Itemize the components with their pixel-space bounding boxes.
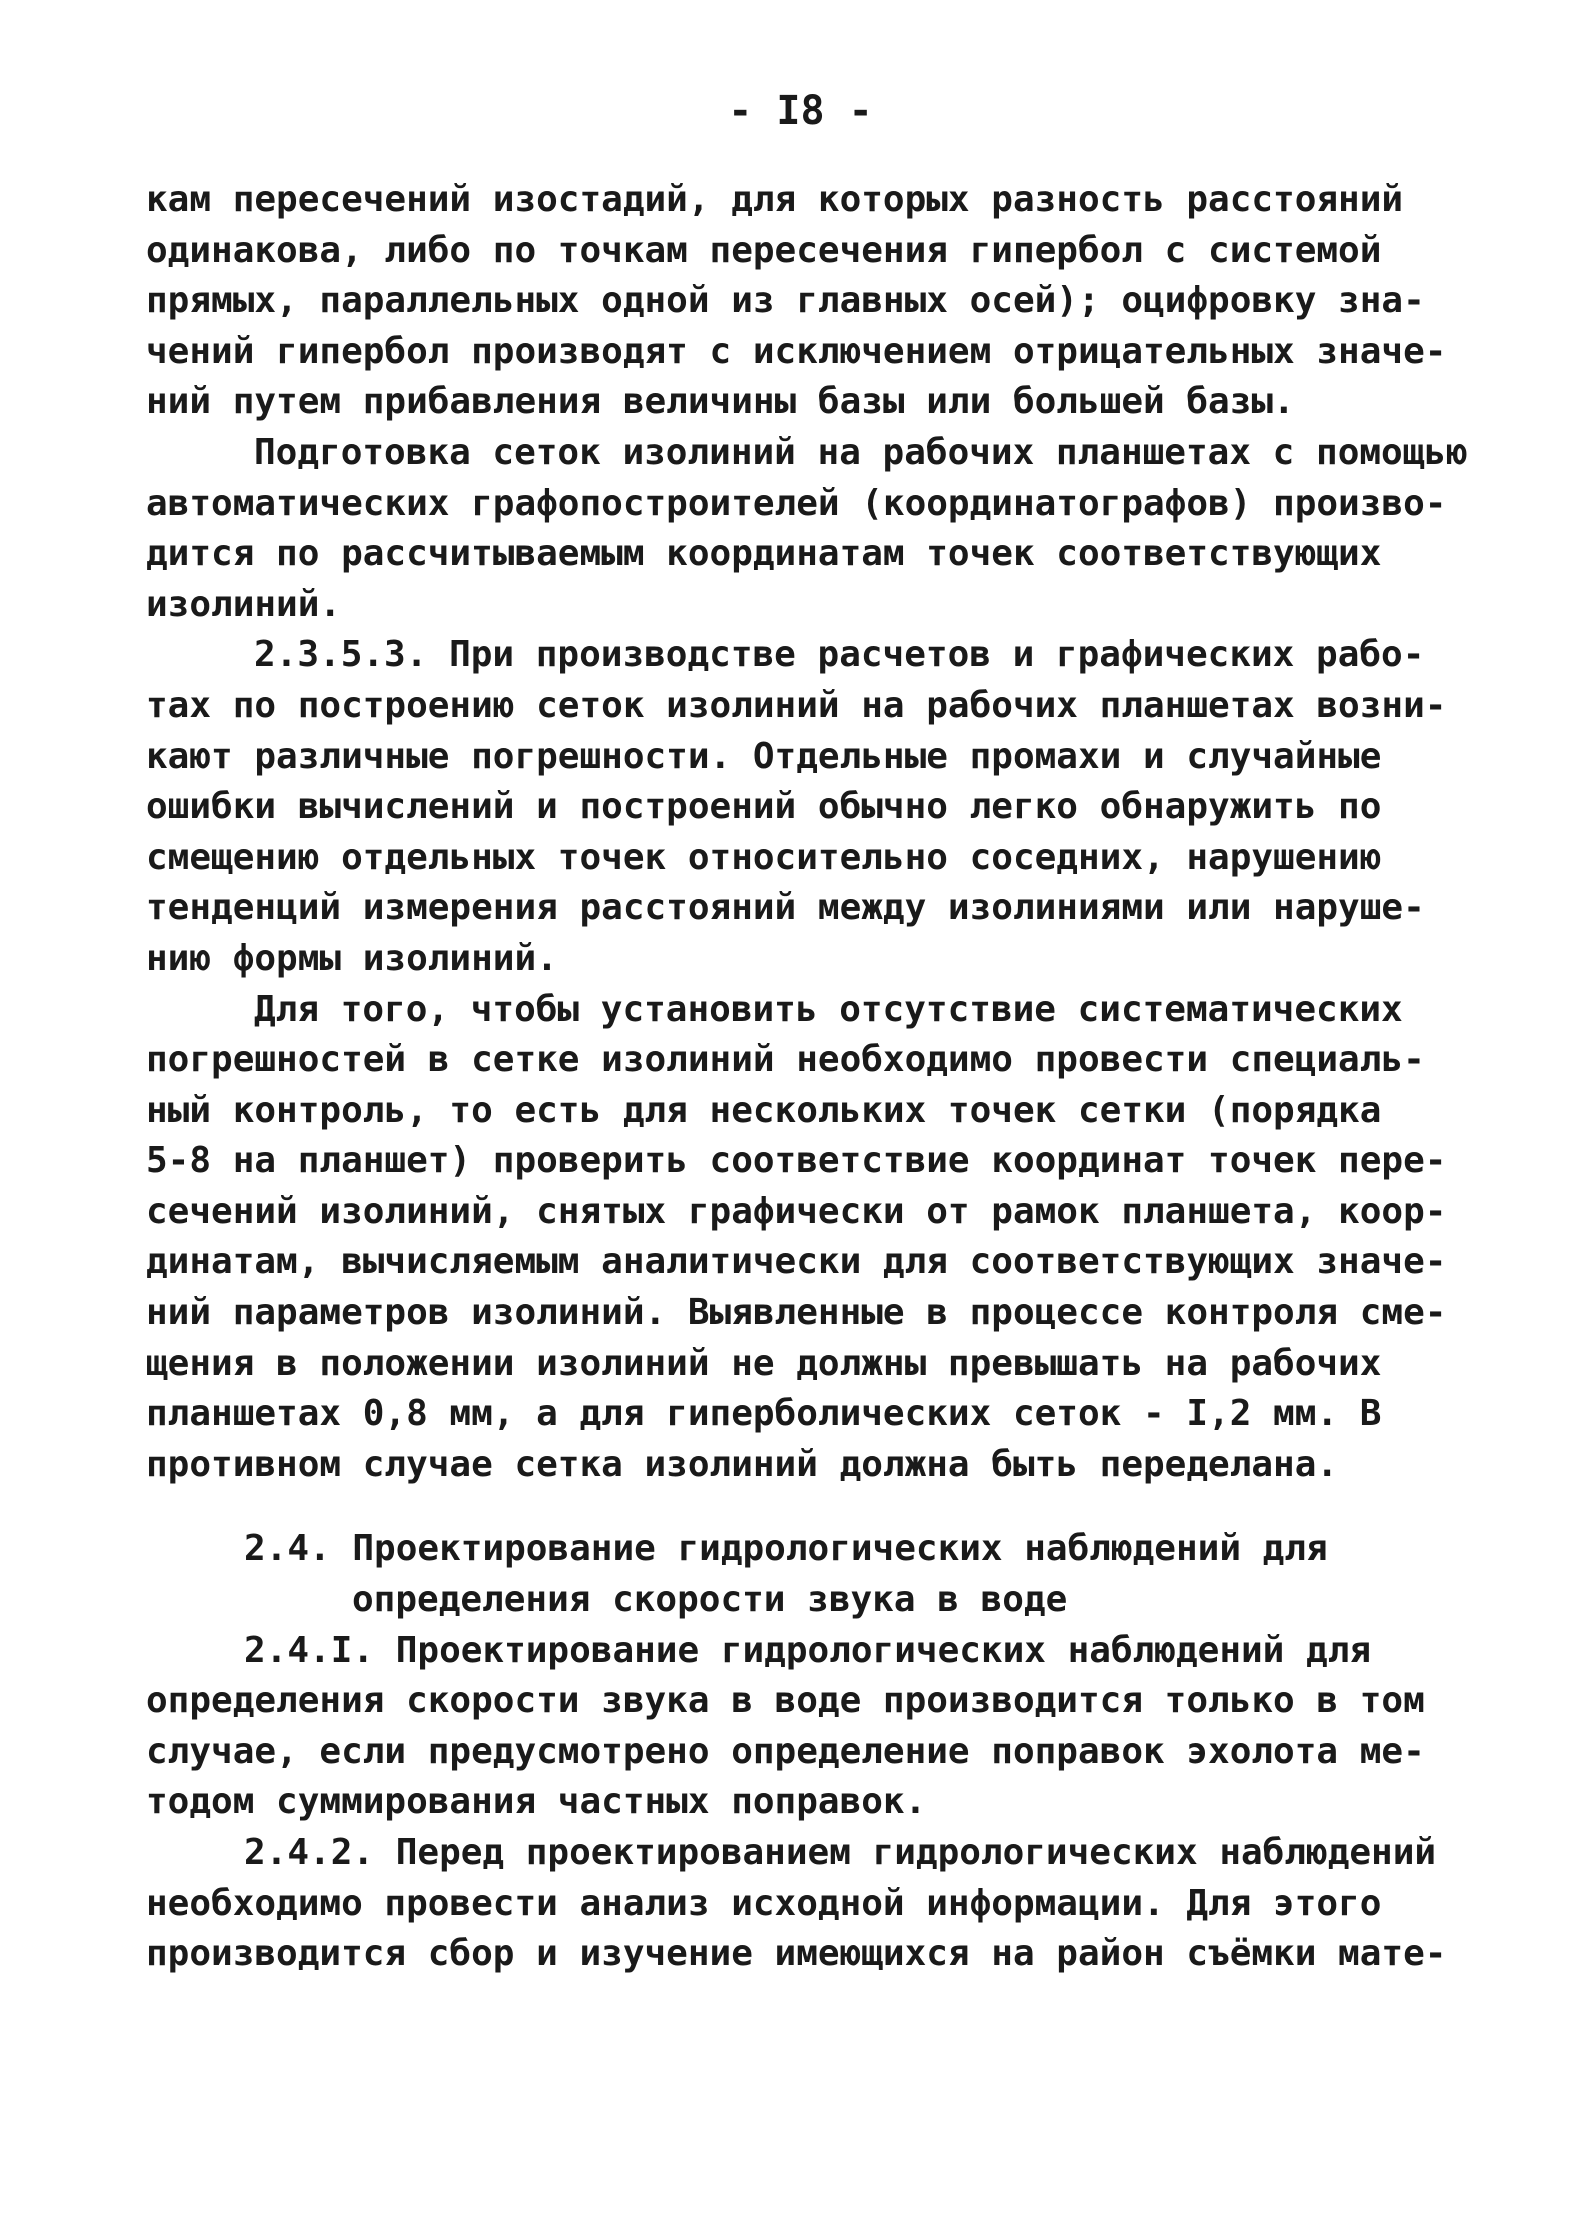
text-line: смещению отдельных точек относительно соседних, нарушению <box>146 836 1382 878</box>
text-line: противном случае сетка изолиний должна быть переделана. <box>146 1443 1339 1485</box>
text-line: ний путем прибавления величины базы или большей базы. <box>146 381 1295 423</box>
text-line: тодом суммирования частных поправок. <box>146 1781 927 1823</box>
text-line: ный контроль, то есть для нескольких точек сетки (порядка <box>146 1089 1382 1131</box>
body-text <box>146 175 1468 1980</box>
text-line: дится по рассчитываемым координатам точек соответствующих <box>146 533 1382 575</box>
text-line: автоматических графопостроителей (координатографов) произво- <box>146 482 1447 524</box>
page-number: - I8 - <box>728 88 873 134</box>
text-line: изолиний. <box>146 583 342 625</box>
text-line: необходимо провести анализ исходной информации. Для этого <box>146 1882 1382 1924</box>
text-line: нию формы изолиний. <box>146 937 558 979</box>
text-line: кают различные погрешности. Отдельные промахи и случайные <box>146 735 1382 777</box>
text-line: погрешностей в сетке изолиний необходимо провести специаль- <box>146 1039 1425 1081</box>
text-line: динатам, вычисляемым аналитически для соответствующих значе- <box>146 1241 1447 1283</box>
text-line: кам пересечений изостадий, для которых разность расстояний <box>146 179 1404 220</box>
text-line: 2.4.I. Проектирование гидрологических наблюдений для <box>244 1629 1372 1671</box>
text-line: щения в положении изолиний не должны превышать на рабочих <box>146 1342 1382 1384</box>
text-line: случае, если предусмотрено определение поправок эхолота ме- <box>146 1730 1425 1772</box>
text-line: прямых, параллельных одной из главных осей); оцифровку зна- <box>146 280 1425 322</box>
text-line: Для того, чтобы установить отсутствие систематических <box>254 988 1403 1030</box>
text-line: производится сбор и изучение имеющихся на район съёмки мате- <box>146 1933 1447 1975</box>
text-line: планшетах 0,8 мм, а для гиперболических сеток - I,2 мм. В <box>146 1393 1382 1435</box>
text-line: 2.4.2. Перед проектированием гидрологических наблюдений <box>244 1832 1437 1873</box>
text-line: тенденций измерения расстояний между изолиниями или наруше- <box>146 887 1425 929</box>
text-line: 2.3.5.3. При производстве расчетов и графических рабо- <box>254 634 1425 676</box>
section-spacer <box>146 1490 1436 1524</box>
section-heading: 2.4. Проектирование гидрологических наблюдений для <box>244 1528 1328 1570</box>
text-line: ний параметров изолиний. Выявленные в процессе контроля сме- <box>146 1292 1447 1334</box>
text-line: сечений изолиний, снятых графически от рамок планшета, коор- <box>146 1190 1447 1232</box>
text-line: ошибки вычислений и построений обычно легко обнаружить по <box>146 786 1382 828</box>
text-line: Подготовка сеток изолиний на рабочих планшетах с помощью <box>254 431 1468 473</box>
text-line: одинакова, либо по точкам пересечения гипербол с системой <box>146 229 1382 271</box>
text-line: тах по построению сеток изолиний на рабочих планшетах возни- <box>146 684 1447 726</box>
section-heading-continuation: определения скорости звука в воде <box>352 1579 1068 1621</box>
text-line: чений гипербол производят с исключением отрицательных значе- <box>146 330 1447 372</box>
text-line: определения скорости звука в воде производится только в том <box>146 1680 1425 1722</box>
text-line: 5-8 на планшет) проверить соответствие координат точек пере- <box>146 1140 1447 1182</box>
